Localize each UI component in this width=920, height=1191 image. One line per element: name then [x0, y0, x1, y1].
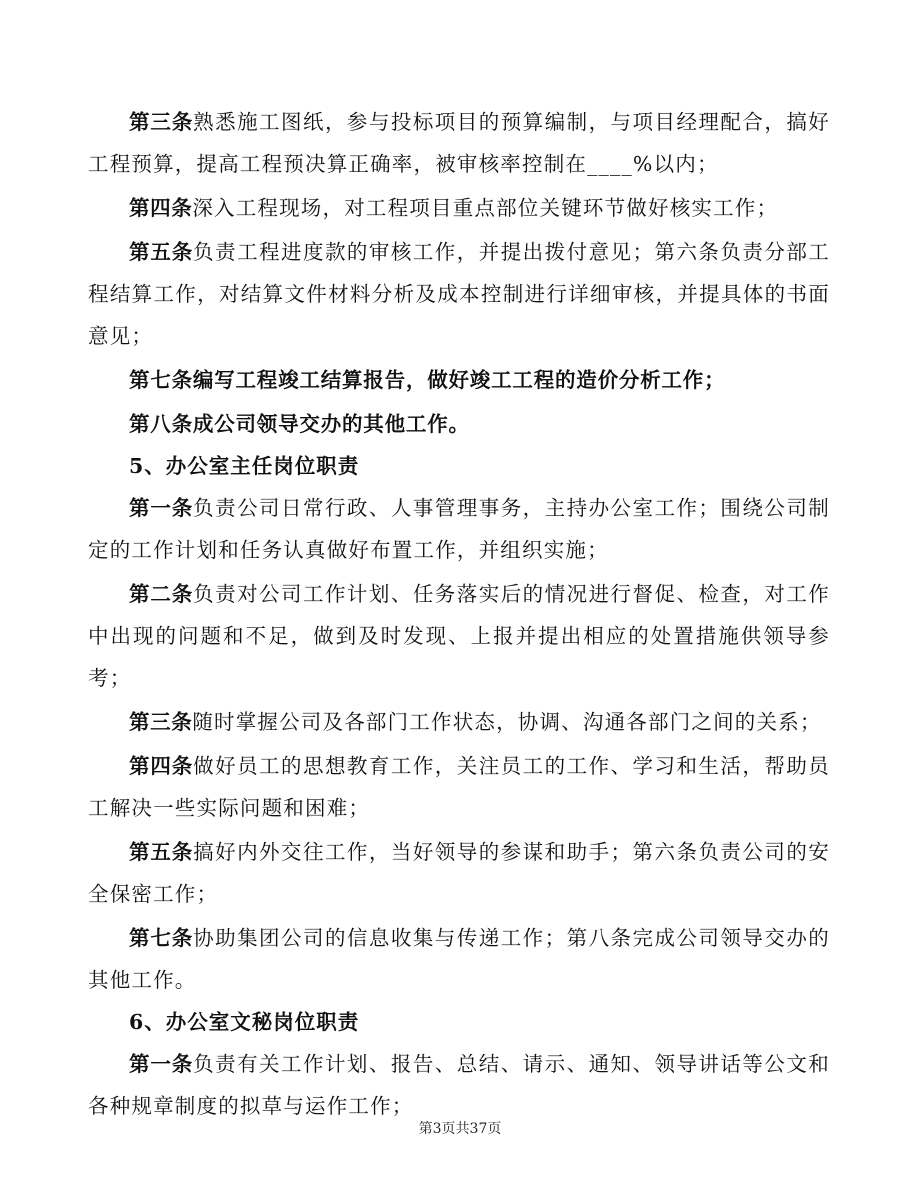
article-label: 第四条: [129, 754, 194, 778]
article-paragraph-bold: 第七条编写工程竣工结算报告，做好竣工工程的造价分析工作；: [129, 368, 726, 392]
article-paragraph: [88, 831, 830, 915]
article-paragraph-bold: 第八条成公司领导交办的其他工作。: [129, 412, 470, 436]
article-text: 搞好内外交往工作，当好领导的参谋和助手；第六条负责公司的安全保密工作；: [88, 840, 830, 906]
article-paragraph: [88, 573, 830, 699]
article-label: 第五条: [129, 840, 194, 864]
article-label: 第三条: [129, 110, 194, 134]
article-text: 熟悉施工图纸，参与投标项目的预算编制，与项目经理配合，搞好工程预算，提高工程预决算正确率，被审核率控制在____%以内；: [88, 110, 830, 176]
article-paragraph: [88, 1043, 830, 1127]
article-label: 第四条: [129, 196, 193, 220]
article-paragraph: [88, 745, 830, 829]
article-paragraph: [88, 101, 830, 185]
article-label: 第三条: [129, 710, 193, 734]
page-number-footer: 第3页共37页: [418, 1121, 502, 1137]
article-paragraph: [88, 187, 830, 229]
article-text: 负责工程进度款的审核工作，并提出拨付意见；第六条负责分部工程结算工作，对结算文件材料分析及成本控制进行详细审核，并提具体的书面意见；: [88, 240, 830, 348]
article-label: 第一条: [129, 496, 194, 520]
article-text: 协助集团公司的信息收集与传递工作；第八条完成公司领导交办的其他工作。: [88, 926, 830, 992]
article-label: 第五条: [129, 240, 194, 264]
article-label: 第二条: [129, 582, 194, 606]
article-paragraph: [88, 487, 830, 571]
document-body: [88, 101, 830, 1127]
article-label: 第七条: [129, 926, 194, 950]
article-paragraph: [88, 231, 830, 357]
article-paragraph: [88, 701, 830, 743]
article-text: 深入工程现场，对工程项目重点部位关键环节做好核实工作；: [192, 196, 779, 220]
article-text: 负责公司日常行政、人事管理事务，主持办公室工作；围绕公司制定的工作计划和任务认真做好布置工作，并组织实施；: [88, 496, 830, 562]
article-paragraph: [88, 917, 830, 1001]
article-text: 做好员工的思想教育工作，关注员工的工作、学习和生活，帮助员工解决一些实际问题和困难；: [88, 754, 830, 820]
section-heading: 5、办公室主任岗位职责: [129, 454, 360, 478]
article-text: 随时掌握公司及各部门工作状态，协调、沟通各部门之间的关系；: [192, 710, 822, 734]
article-text: 负责对公司工作计划、任务落实后的情况进行督促、检查，对工作中出现的问题和不足，做到及时发现、上报并提出相应的处置措施供领导参考；: [88, 582, 830, 690]
section-heading: 6、办公室文秘岗位职责: [129, 1010, 360, 1034]
article-label: 第一条: [129, 1052, 194, 1076]
article-text: 负责有关工作计划、报告、总结、请示、通知、领导讲话等公文和各种规章制度的拟草与运作工作；: [88, 1052, 830, 1118]
